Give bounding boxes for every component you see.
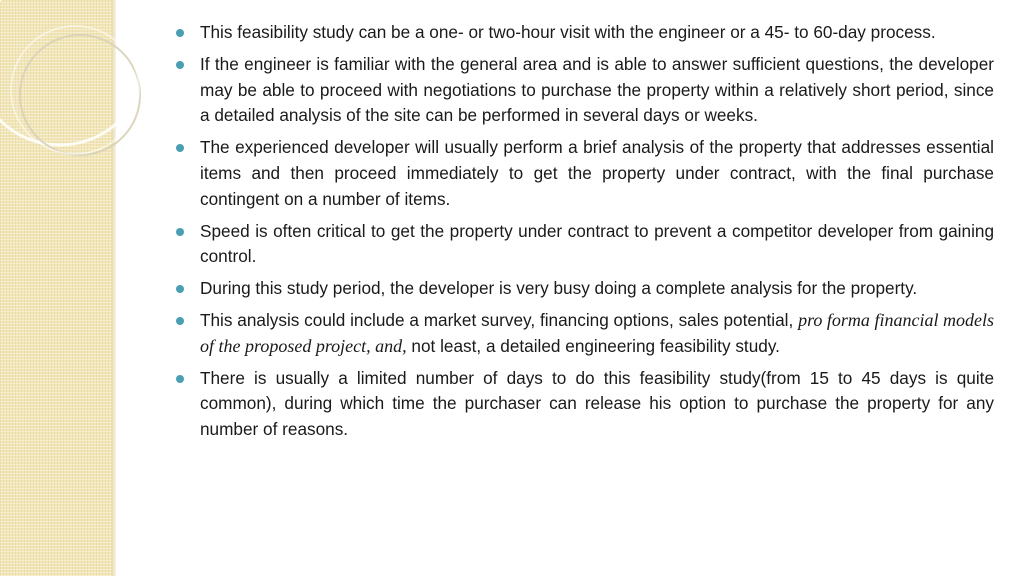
bullet-item xyxy=(176,219,994,271)
bullet-item xyxy=(176,52,994,129)
bullet-text-italic: pro forma financial models of the proposed project, and, xyxy=(200,309,994,356)
bullet-dot-icon xyxy=(176,61,184,69)
bullet-text: There is usually a limited number of days to do this feasibility study(from 15 to 45 days is quite common), during which time the purchaser can release his option to purchase the property for any number of reasons. xyxy=(200,367,994,440)
bullet-item xyxy=(176,20,994,46)
bullet-dot-icon xyxy=(176,317,184,325)
bullet-dot-icon xyxy=(176,29,184,37)
side-panel-texture xyxy=(0,0,112,576)
bullet-text-end: not least, a detailed engineering feasibility study. xyxy=(406,335,780,356)
bullet-dot-icon xyxy=(176,228,184,236)
bullet-item xyxy=(176,308,994,360)
bullet-item xyxy=(176,366,994,443)
bullet-list xyxy=(176,20,994,443)
bullet-item xyxy=(176,135,994,212)
bullet-text: If the engineer is familiar with the general area and is able to answer sufficient questions, the developer may be able to proceed with negotiations to purchase the property within a relatively short period, since a detailed analysis of the site can be performed in several days or weeks. xyxy=(200,53,994,126)
slide-body xyxy=(176,20,994,449)
bullet-text: During this study period, the developer is very busy doing a complete analysis for the property. xyxy=(200,278,918,299)
bullet-text-start: This analysis could include a market survey, financing options, sales potential, xyxy=(200,309,799,330)
bullet-text: This feasibility study can be a one- or two-hour visit with the engineer or a 45- to 60-day process. xyxy=(200,22,936,42)
bullet-dot-icon xyxy=(176,375,184,383)
side-panel-edge xyxy=(112,0,116,576)
bullet-dot-icon xyxy=(176,144,184,152)
bullet-text: Speed is often critical to get the property under contract to prevent a competitor developer from gaining control. xyxy=(200,220,994,267)
bullet-dot-icon xyxy=(176,285,184,293)
bullet-item xyxy=(176,276,994,302)
bullet-text: The experienced developer will usually perform a brief analysis of the property that addresses essential items and then proceed immediately to get the property under contract, with the final purchase contingent on a number of items. xyxy=(200,137,994,209)
